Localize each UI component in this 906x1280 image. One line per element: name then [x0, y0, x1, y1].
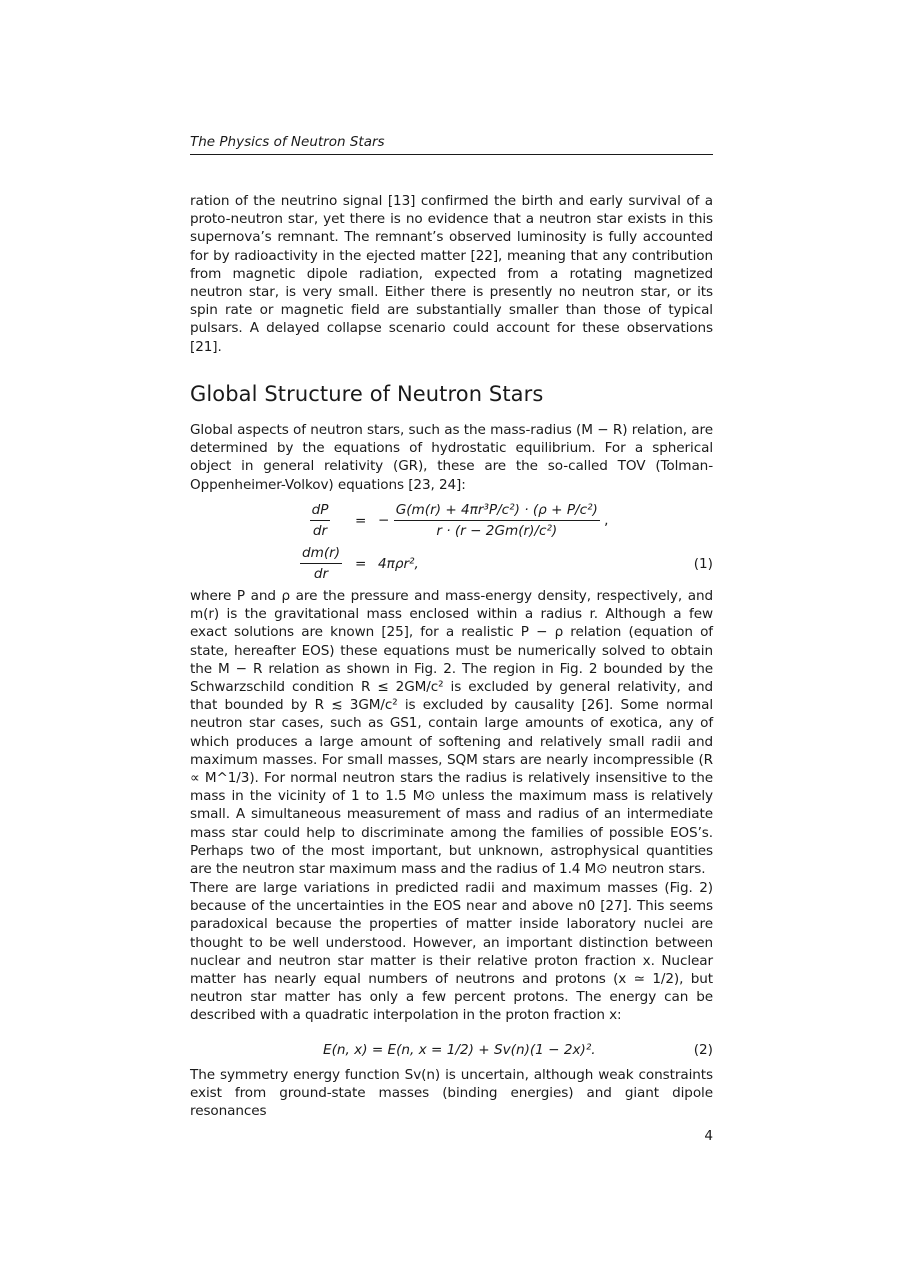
equation-2 [190, 1042, 713, 1062]
eq1-line2-lhs [300, 545, 340, 582]
eq1-line2-equals: = [355, 556, 367, 572]
paragraph-3: where P and ρ are the pressure and mass-energy density, respectively, and m(r) is the gravitational mass enclosed within a radius r. Although a few exact solutions are known [25], for a realistic P − ρ relation (equation of state, hereafter EOS) these equations must be numerically solved to obtain the M − R relation as shown in Fig. 2. The region in Fig. 2 bounded by the Schwarzschild condition R ≤ 2GM/c² is excluded by general relativity, and that bounded by R ≲ 3GM/c² is excluded by causality [26]. Some normal neutron star cases, such as GS1, contain large amounts of exotica, any of which produces a large amount of softening and relatively small radii and maximum masses. For small masses, SQM stars are nearly incompressible (R ∝ M^1/3). For normal neutron stars the radius is relatively insensitive to the mass in the vicinity of 1 to 1.5 M⊙ unless the maximum mass is relatively small. A simultaneous measurement of mass and radius of an intermediate mass star could help to discriminate among the families of possible EOS’s. Perhaps two of the most important, but unknown, astrophysical quantities are the neutron star maximum mass and the radius of 1.4 M⊙ neutron stars. [190, 588, 713, 878]
eq1-minus-sign: − [378, 512, 390, 529]
equation-number-2: (2) [693, 1042, 713, 1058]
equation-1-line-2 [190, 545, 713, 585]
eq1-line1-rhs-denominator: r · (r − 2Gm(r)/c²) [436, 523, 558, 539]
paragraph-2: Global aspects of neutron stars, such as the mass-radius (M − R) relation, are determined by the equations of hydrostatic equilibrium. For a spherical object in general relativity (GR), these are the so-called TOV (Tolman-Oppenheimer-Volkov) equations [23, 24]: [190, 422, 713, 493]
eq1-line1-lhs-denominator: dr [312, 523, 328, 539]
eq1-line2-lhs-numerator: dm(r) [300, 545, 342, 564]
paragraph-1: ration of the neutrino signal [13] confirmed the birth and early survival of a proto-neutron star, yet there is no evidence that a neutron star exists in this supernova’s remnant. The remnant’s observed luminosity is fully accounted for by radioactivity in the ejected matter [22], meaning that any contribution from magnetic dipole radiation, expected from a rotating magnetized neutron star, is very small. Either there is presently no neutron star, or its spin rate or magnetic field are substantially smaller than those of typical pulsars. A delayed collapse scenario could account for these observations [21]. [190, 193, 713, 355]
eq1-line2-rhs: 4πρr², [378, 556, 419, 572]
section-title: Global Structure of Neutron Stars [190, 382, 544, 406]
page-number: 4 [704, 1128, 713, 1144]
eq1-line1-lhs [300, 502, 340, 539]
eq2-body: E(n, x) = E(n, x = 1/2) + Sv(n)(1 − 2x)². [323, 1042, 596, 1058]
paragraph-5: The symmetry energy function Sv(n) is uncertain, although weak constraints exist from ground-state masses (binding energies) and giant dipole resonances [190, 1067, 713, 1120]
running-head: The Physics of Neutron Stars [190, 134, 713, 155]
paragraph-4: There are large variations in predicted radii and maximum masses (Fig. 2) because of the uncertainties in the EOS near and above n0 [27]. This seems paradoxical because the properties of matter inside laboratory nuclei are thought to be well understood. However, an important distinction between nuclear and neutron star matter is their relative proton fraction x. Nuclear matter has nearly equal numbers of neutrons and protons (x ≃ 1/2), but neutron star matter has only a few percent protons. The energy can be described with a quadratic interpolation in the proton fraction x: [190, 880, 713, 1024]
eq1-comma: , [604, 512, 609, 529]
eq1-line2-lhs-denominator: dr [313, 566, 329, 582]
eq1-line1-equals: = [355, 513, 367, 529]
equation-number-1: (1) [693, 556, 713, 572]
eq1-line1-lhs-numerator: dP [310, 502, 331, 521]
eq1-line1-rhs-numerator: G(m(r) + 4πr³P/c²) · (ρ + P/c²) [394, 502, 600, 521]
equation-1-line-1 [190, 502, 713, 542]
eq1-line1-rhs [378, 502, 609, 539]
